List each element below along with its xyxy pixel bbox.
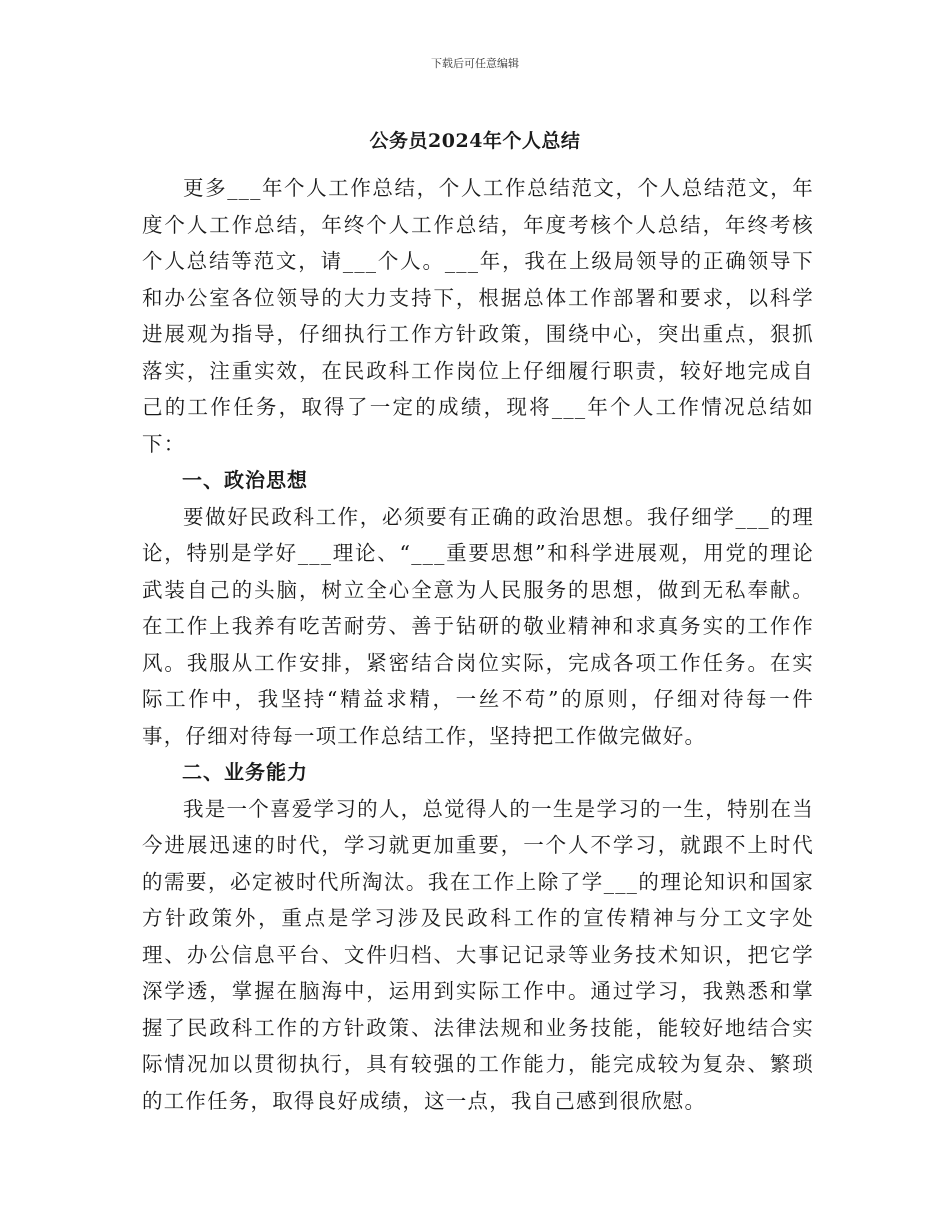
section-heading: 二、业务能力 xyxy=(182,760,308,784)
intro-paragraph: 更多___年个人工作总结，个人工作总结范文，个人总结范文，年度个人工作总结，年终个人工作总结，年度考核个人总结，年终考核个人总结等范文，请___个人。___年，我在上级局领导的正确领导下和办公室各位领导的大力支持下，根据总体工作部署和要求，以科学进展观为指导，仔细执行工作方针政策，围绕中心，突出重点，狠抓落实，注重实效，在民政科工作岗位上仔细履行职责，较好地完成自己的工作任务，取得了一定的成绩，现将___年个人工作情况总结如下： xyxy=(142,176,814,456)
document-title: 公务员2024年个人总结 xyxy=(369,130,581,152)
page-header-note: 下载后可任意编辑 xyxy=(431,57,519,70)
section-political-thought xyxy=(142,462,814,754)
section-paragraph: 我是一个喜爱学习的人，总觉得人的一生是学习的一生，特别在当今进展迅速的时代，学习就更加重要，一个人不学习，就跟不上时代的需要，必定被时代所淘汰。我在工作上除了学___的理论知识和国家方针政策外，重点是学习涉及民政科工作的宣传精神与分工文字处理、办公信息平台、文件归档、大事记记录等业务技术知识，把它学深学透，掌握在脑海中，运用到实际工作中。通过学习，我熟悉和掌握了民政科工作的方针政策、法律法规和业务技能，能较好地结合实际情况加以贯彻执行，具有较强的工作能力，能完成较为复杂、繁琐的工作任务，取得良好成绩，这一点，我自己感到很欣慰。 xyxy=(142,796,814,1113)
section-heading: 一、政治思想 xyxy=(182,468,308,492)
section-business-ability xyxy=(142,754,814,1119)
document-body xyxy=(142,170,814,1119)
section-paragraph: 要做好民政科工作，必须要有正确的政治思想。我仔细学___的理论，特别是学好___理论、“___重要思想”和科学进展观，用党的理论武装自己的头脑，树立全心全意为人民服务的思想，做到无私奉献。在工作上我养有吃苦耐劳、善于钻研的敬业精神和求真务实的工作作风。我服从工作安排，紧密结合岗位实际，完成各项工作任务。在实际工作中，我坚持“精益求精，一丝不苟”的原则，仔细对待每一件事，仔细对待每一项工作总结工作，坚持把工作做完做好。 xyxy=(142,504,814,748)
